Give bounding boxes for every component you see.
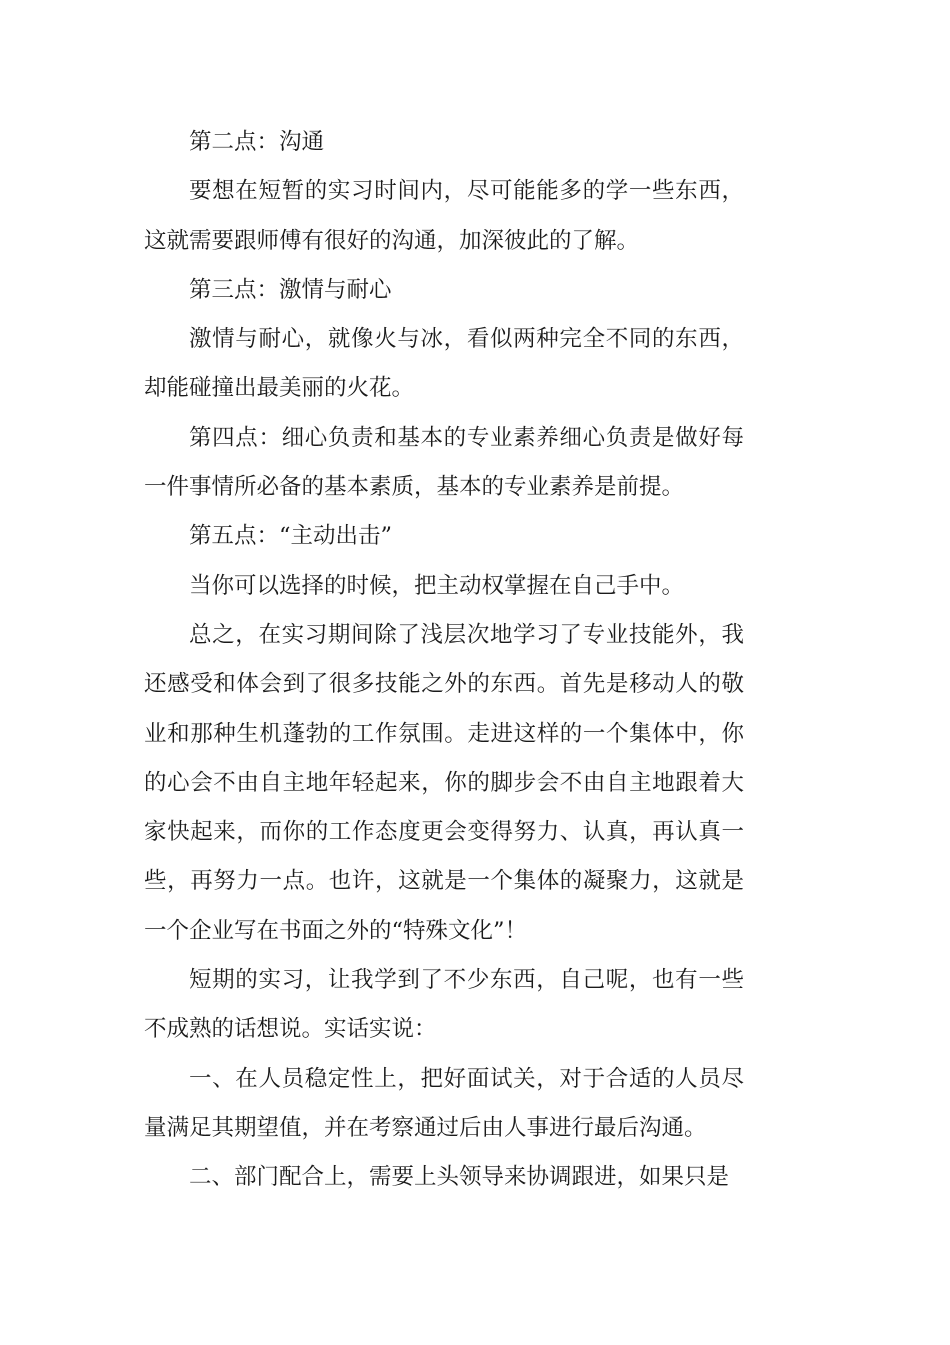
paragraph-passion-patience: 激情与耐心，就像火与冰，看似两种完全不同的东西，却能碰撞出最美丽的火花。: [144, 326, 744, 402]
paragraph-summary: 总之，在实习期间除了浅层次地学习了专业技能外，我还感受和体会到了很多技能之外的东西。首先是移动人的敬业和那种生机蓬勃的工作氛围。走进这样的一个集体中，你的心会不由自主地年轻起来，你的脚步会不由自主地跟着大家快起来，而你的工作态度更会变得努力、认真，再认真一些，再努力一点。也许，这就是一个集体的凝聚力，这就是一个企业写在书面之外的“特殊文化”！: [144, 621, 744, 944]
heading-point-five: 第五点：“主动出击”: [189, 523, 393, 550]
paragraph-suggestion-two: 二、部门配合上，需要上头领导来协调跟进，如果只是: [189, 1164, 730, 1191]
paragraph-communication: 要想在短暂的实习时间内，尽可能能多的学一些东西，这就需要跟师傅有很好的沟通，加深彼此的了解。: [144, 178, 744, 254]
heading-point-three: 第三点：激情与耐心: [189, 276, 392, 303]
heading-point-two: 第二点：沟通: [189, 129, 325, 155]
paragraph-initiative: 当你可以选择的时候，把主动权掌握在自己手中。: [189, 572, 685, 599]
paragraph-point-four: 第四点：细心负责和基本的专业素养细心负责是做好每一件事情所必备的基本素质，基本的专业素养是前提。: [144, 424, 744, 501]
document-page: [144, 118, 744, 1203]
paragraph-suggestions-intro: 短期的实习，让我学到了不少东西，自己呢，也有一些不成熟的话想说。实话实说：: [144, 967, 744, 1043]
paragraph-suggestion-one: 一、在人员稳定性上，把好面试关，对于合适的人员尽量满足其期望值，并在考察通过后由人事进行最后沟通。: [144, 1065, 744, 1141]
